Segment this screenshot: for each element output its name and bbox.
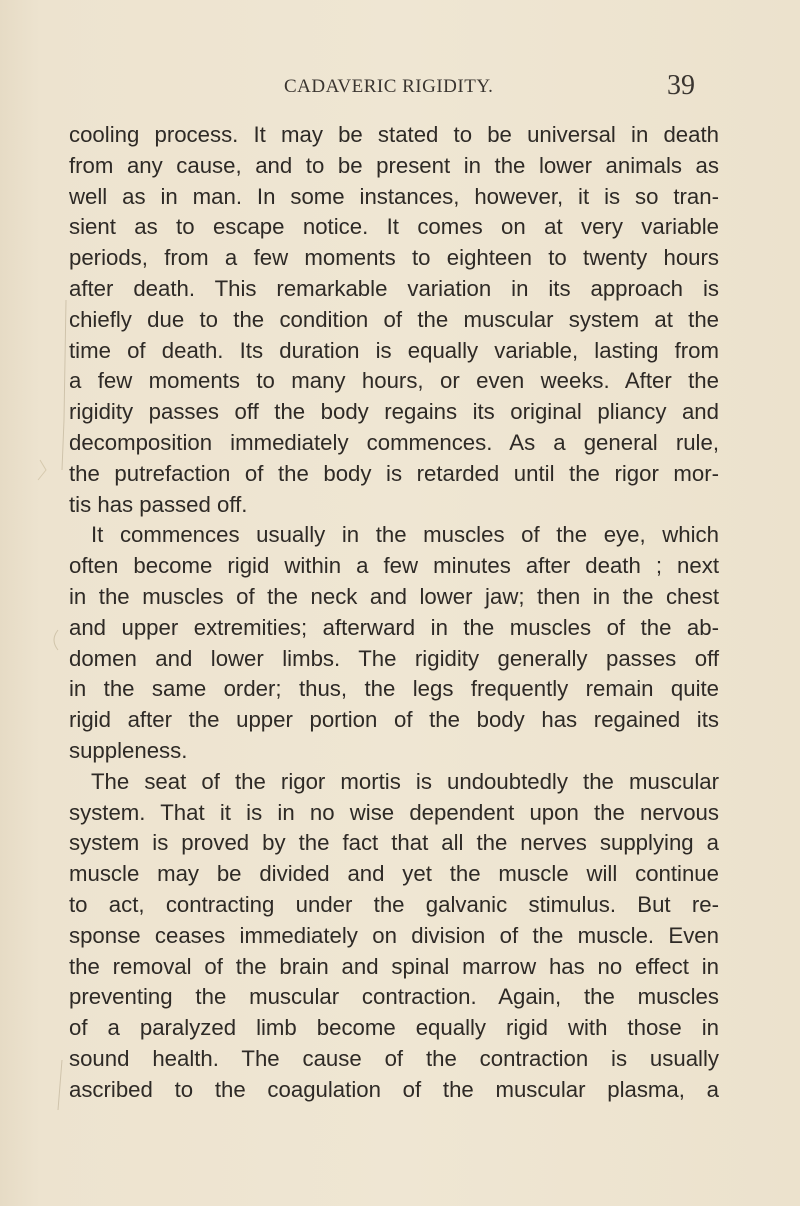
text-line: tis has passed off. — [69, 491, 248, 517]
text-line: to act, contracting under the galvanic stimulus. But re- — [69, 891, 719, 917]
text-line: chiefly due to the condition of the muscular system at the — [69, 306, 719, 332]
text-line: the putrefaction of the body is retarded until the rigor mor- — [69, 460, 719, 486]
text-line: ascribed to the coagulation of the muscular plasma, a — [69, 1076, 719, 1102]
page-number: 39 — [667, 70, 695, 101]
text-line: in the muscles of the neck and lower jaw; then in the chest — [69, 583, 719, 609]
page-header — [0, 70, 800, 110]
text-line: cooling process. It may be stated to be universal in death — [69, 122, 719, 147]
text-line: domen and lower limbs. The rigidity generally passes off — [69, 645, 719, 671]
text-line: system. That it is in no wise dependent upon the nervous — [69, 799, 719, 825]
text-line: sponse ceases immediately on division of the muscle. Even — [69, 922, 719, 948]
text-line: rigid after the upper portion of the body has regained its — [69, 707, 719, 733]
text-line: rigidity passes off the body regains its original pliancy and — [69, 399, 719, 425]
text-line: and upper extremities; afterward in the muscles of the ab- — [69, 614, 719, 640]
running-head: CADAVERIC RIGIDITY. — [284, 76, 494, 97]
text-line: from any cause, and to be present in the lower animals as — [69, 152, 719, 178]
text-line: suppleness. — [69, 737, 188, 763]
text-line: after death. This remarkable variation in its approach is — [69, 275, 719, 301]
text-line: sound health. The cause of the contraction is usually — [69, 1045, 719, 1071]
text-line: sient as to escape notice. It comes on at very variable — [69, 214, 719, 240]
text-line: It commences usually in the muscles of the eye, which — [91, 522, 719, 548]
text-line: decomposition immediately commences. As a general rule, — [69, 429, 719, 455]
text-line: in the same order; thus, the legs frequently remain quite — [69, 676, 719, 702]
text-line: often become rigid within a few minutes after death ; next — [69, 553, 719, 579]
text-line: the removal of the brain and spinal marrow has no effect in — [69, 953, 719, 979]
text-line: muscle may be divided and yet the muscle will continue — [69, 861, 719, 887]
text-line: time of death. Its duration is equally variable, lasting from — [69, 337, 719, 363]
text-line: periods, from a few moments to eighteen to twenty hours — [69, 245, 719, 271]
text-line: of a paralyzed limb become equally rigid with those in — [69, 1015, 719, 1041]
text-line: well as in man. In some instances, however, it is so tran- — [69, 183, 719, 209]
text-line: system is proved by the fact that all the nerves supplying a — [69, 830, 719, 856]
text-line: preventing the muscular contraction. Again, the muscles — [69, 984, 719, 1010]
text-line: a few moments to many hours, or even weeks. After the — [69, 368, 719, 394]
body-text — [69, 120, 719, 1106]
margin-show-through-marks — [0, 0, 80, 1206]
text-line: The seat of the rigor mortis is undoubtedly the muscular — [91, 768, 719, 794]
